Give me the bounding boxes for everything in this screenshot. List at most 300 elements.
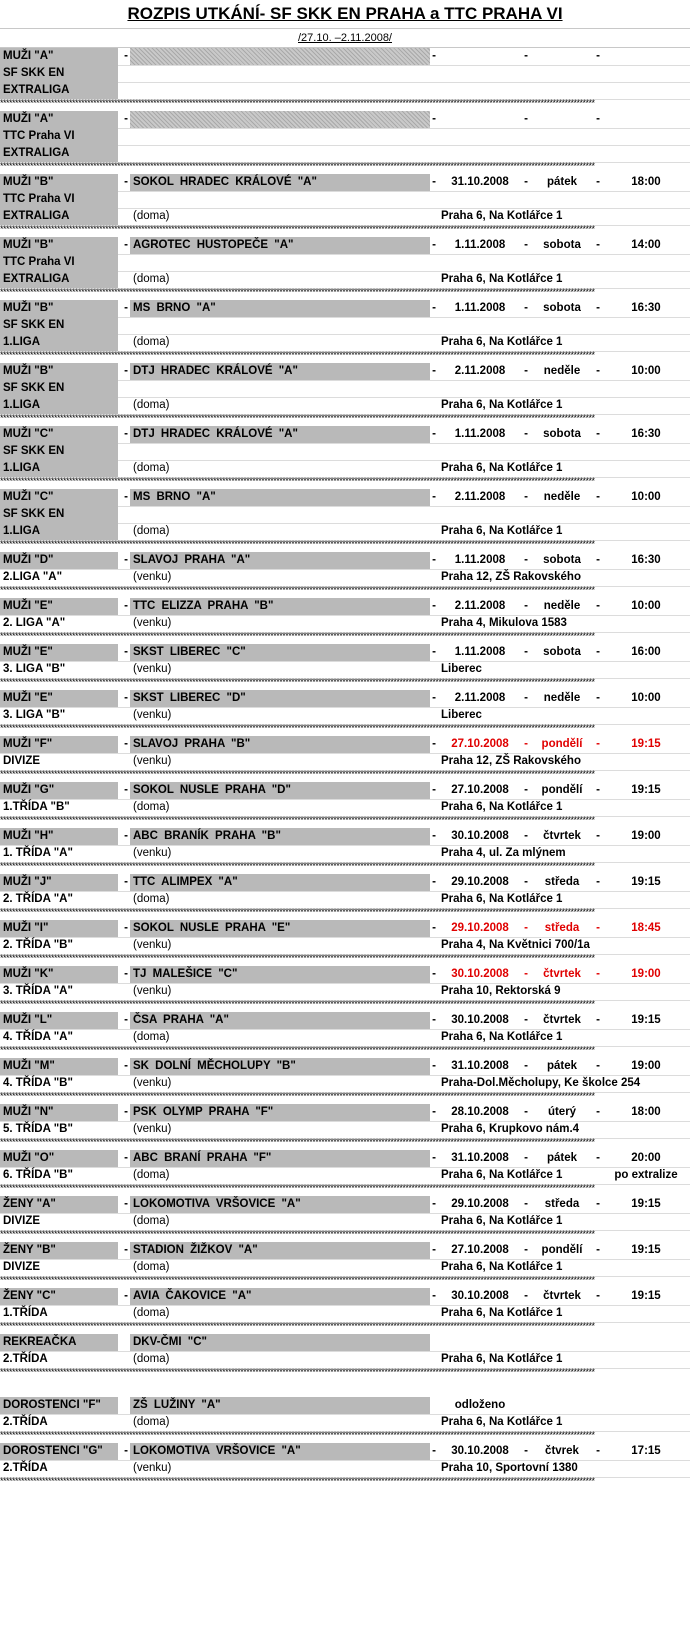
dash-separator: - (596, 692, 600, 704)
dash-separator: - (524, 554, 528, 566)
opponent-name: TTC ELIZZA PRAHA "B" (130, 598, 430, 615)
venue-note: (doma) (133, 399, 170, 411)
dash-separator: - (432, 365, 436, 377)
match-date: 1.11.2008 (454, 302, 506, 314)
match-row (0, 891, 690, 909)
dash-separator: - (524, 491, 528, 503)
dash-separator: - (432, 50, 436, 62)
dash-separator: - (432, 968, 436, 980)
dash-separator: - (432, 302, 436, 314)
match-day: sobota (543, 428, 581, 440)
venue-address: Praha 6, Na Kotlářce 1 (441, 462, 563, 474)
match-date: 29.10.2008 (451, 876, 509, 888)
match-date: 1.11.2008 (454, 239, 506, 251)
dash-separator: - (124, 113, 128, 125)
asterisk-separator: ****************************************************************************************************************************************************************************************************** (0, 414, 595, 422)
venue-address: Liberec (441, 709, 482, 721)
opponent-name (130, 48, 430, 65)
team-name: EXTRALIGA (0, 271, 118, 288)
match-row (0, 1213, 690, 1231)
team-name: DIVIZE (3, 755, 41, 767)
dash-separator: - (524, 1445, 528, 1457)
dash-separator: - (596, 176, 600, 188)
dash-separator: - (124, 830, 128, 842)
match-time (602, 1334, 690, 1351)
match-date: 28.10.2008 (451, 1106, 509, 1118)
match-time: 19:00 (631, 1060, 661, 1072)
team-name: 1.TŘÍDA (3, 1307, 48, 1319)
asterisk-separator: ****************************************************************************************************************************************************************************************************** (0, 816, 595, 824)
match-day: sobota (543, 239, 581, 251)
match-date: 31.10.2008 (451, 1152, 509, 1164)
match-row (0, 208, 690, 226)
team-name: MUŽI "J" (0, 874, 118, 891)
dash-separator: - (432, 830, 436, 842)
team-name: MUŽI "D" (0, 552, 118, 569)
match-block (0, 1242, 690, 1276)
dash-separator: - (432, 1198, 436, 1210)
match-row (0, 1121, 690, 1139)
dash-separator: - (524, 365, 528, 377)
dash-separator: - (124, 365, 128, 377)
dash-separator: - (524, 1152, 528, 1164)
team-name: MUŽI "F" (0, 736, 118, 753)
venue-note: (doma) (133, 801, 170, 813)
dash-separator: - (596, 113, 600, 125)
team-name: MUŽI "A" (0, 48, 118, 65)
match-date: 31.10.2008 (451, 1060, 509, 1072)
team-name: 3. TŘÍDA "A" (3, 985, 73, 997)
dash-separator: - (124, 876, 128, 888)
match-day: pondělí (541, 1244, 583, 1256)
match-day (530, 1397, 594, 1414)
dash-separator: - (432, 784, 436, 796)
match-row (0, 1397, 690, 1415)
match-block (0, 237, 690, 288)
team-name: 2.TŘÍDA (3, 1462, 48, 1474)
dash-separator: - (124, 554, 128, 566)
team-name: MUŽI "C" (0, 426, 118, 443)
match-row (0, 363, 690, 381)
team-name: 1.TŘÍDA "B" (3, 801, 70, 813)
dash-separator: - (596, 50, 600, 62)
team-name: MUŽI "E" (0, 644, 118, 661)
match-block (0, 1196, 690, 1230)
match-date (438, 48, 522, 65)
opponent-name: PSK OLYMP PRAHA "F" (130, 1104, 430, 1121)
team-name: ŽENY "A" (0, 1196, 118, 1213)
dash-separator: - (432, 692, 436, 704)
venue-address: Praha 4, Na Květnici 700/1a (441, 939, 590, 951)
venue-address: Praha 10, Rektorská 9 (441, 985, 561, 997)
match-time: 10:00 (631, 491, 661, 503)
team-name: MUŽI "O" (0, 1150, 118, 1167)
dash-separator: - (596, 830, 600, 842)
team-name: TTC Praha VI (0, 128, 118, 145)
match-date (438, 111, 522, 128)
match-time: 20:00 (631, 1152, 661, 1164)
match-date: 2.11.2008 (454, 600, 506, 612)
match-row (0, 569, 690, 587)
dash-separator: - (596, 428, 600, 440)
match-row (0, 1334, 690, 1352)
dash-separator: - (124, 1290, 128, 1302)
match-time: 16:30 (631, 302, 661, 314)
asterisk-separator: ****************************************************************************************************************************************************************************************************** (0, 1477, 595, 1485)
venue-note: (venku) (133, 1123, 172, 1135)
dash-separator: - (124, 692, 128, 704)
match-day: neděle (543, 600, 581, 612)
match-block (0, 1443, 690, 1477)
asterisk-separator: ****************************************************************************************************************************************************************************************************** (0, 1000, 595, 1008)
match-day: středa (544, 1198, 580, 1210)
venue-address: Praha 6, Na Kotlářce 1 (441, 1215, 563, 1227)
match-row (0, 828, 690, 846)
team-name: 3. LIGA "B" (3, 709, 66, 721)
match-row (0, 506, 690, 524)
dash-separator: - (124, 784, 128, 796)
venue-note: (doma) (133, 1416, 170, 1428)
dash-separator: - (596, 876, 600, 888)
match-day: sobota (543, 554, 581, 566)
match-day: čtvrtek (543, 1290, 581, 1302)
match-row (0, 598, 690, 616)
dash-separator: - (432, 876, 436, 888)
dash-separator: - (124, 646, 128, 658)
match-block (0, 1058, 690, 1092)
dash-separator: - (124, 1198, 128, 1210)
match-row (0, 1012, 690, 1030)
opponent-name: DTJ HRADEC KRÁLOVÉ "A" (130, 363, 430, 380)
match-block (0, 174, 690, 225)
venue-address: Praha 6, Na Kotlářce 1 (441, 399, 563, 411)
match-block (0, 1380, 690, 1431)
match-row (0, 397, 690, 415)
dash-separator: - (432, 491, 436, 503)
page-title (0, 0, 690, 28)
team-name: SF SKK EN (0, 65, 118, 82)
team-name: MUŽI "B" (0, 237, 118, 254)
dash-separator: - (432, 554, 436, 566)
asterisk-separator: ****************************************************************************************************************************************************************************************************** (0, 1322, 595, 1330)
asterisk-separator: ****************************************************************************************************************************************************************************************************** (0, 99, 595, 107)
venue-address: Praha 6, Na Kotlářce 1 (441, 210, 563, 222)
team-name: 1. TŘÍDA "A" (3, 847, 73, 859)
dash-separator: - (596, 1106, 600, 1118)
venue-address: Praha 10, Sportovní 1380 (441, 1462, 578, 1474)
match-date: 30.10.2008 (451, 968, 509, 980)
match-block (0, 598, 690, 632)
title-text: ROZPIS UTKÁNÍ- SF SKK EN PRAHA a TTC PRAHA VI (127, 4, 563, 23)
dash-separator: - (432, 1244, 436, 1256)
venue-note: (doma) (133, 462, 170, 474)
match-date: 2.11.2008 (454, 491, 506, 503)
dash-separator: - (432, 239, 436, 251)
match-day (530, 48, 594, 65)
match-day: sobota (543, 646, 581, 658)
opponent-name: SLAVOJ PRAHA "A" (130, 552, 430, 569)
team-name: 2. TŘÍDA "A" (3, 893, 73, 905)
venue-note: (venku) (133, 1462, 172, 1474)
match-date: 2.11.2008 (454, 365, 506, 377)
venue-address: Praha 4, ul. Za mlýnem (441, 847, 566, 859)
match-time: 18:00 (631, 1106, 661, 1118)
venue-address: Praha 6, Na Kotlářce 1 (441, 893, 563, 905)
venue-address: Liberec (441, 663, 482, 675)
asterisk-separator: ****************************************************************************************************************************************************************************************************** (0, 1092, 595, 1100)
match-row (0, 145, 690, 163)
dash-separator: - (596, 554, 600, 566)
dash-separator: - (524, 830, 528, 842)
team-name: DIVIZE (3, 1261, 41, 1273)
venue-address: Praha 6, Na Kotlářce 1 (441, 1169, 563, 1181)
dash-separator: - (524, 1244, 528, 1256)
dash-separator: - (596, 1198, 600, 1210)
venue-note: (venku) (133, 985, 172, 997)
team-name: 6. TŘÍDA "B" (3, 1169, 73, 1181)
match-day (530, 111, 594, 128)
match-day: neděle (543, 491, 581, 503)
team-name: REKREAČKA (0, 1334, 118, 1351)
match-row (0, 1351, 690, 1369)
venue-address: Praha 6, Na Kotlářce 1 (441, 525, 563, 537)
venue-address: Praha 6, Na Kotlářce 1 (441, 801, 563, 813)
match-row (0, 937, 690, 955)
match-row (0, 443, 690, 461)
match-time: 10:00 (631, 365, 661, 377)
dash-separator: - (596, 922, 600, 934)
match-date: 29.10.2008 (451, 922, 509, 934)
asterisk-separator: ****************************************************************************************************************************************************************************************************** (0, 770, 595, 778)
match-time: 19:15 (631, 1290, 661, 1302)
match-row (0, 736, 690, 754)
match-time (602, 48, 690, 65)
match-row (0, 1150, 690, 1168)
match-block (0, 489, 690, 540)
match-time: 19:00 (631, 968, 661, 980)
dash-separator: - (524, 1014, 528, 1026)
asterisk-separator: ****************************************************************************************************************************************************************************************************** (0, 1368, 595, 1376)
match-day: čtvrek (545, 1445, 579, 1457)
match-date: 30.10.2008 (451, 1014, 509, 1026)
match-day: středa (544, 876, 580, 888)
dash-separator: - (596, 1152, 600, 1164)
match-row (0, 1414, 690, 1432)
match-time: 17:15 (631, 1445, 661, 1457)
asterisk-separator: ****************************************************************************************************************************************************************************************************** (0, 862, 595, 870)
dash-separator: - (432, 1152, 436, 1164)
dash-separator: - (124, 922, 128, 934)
match-time: 18:45 (631, 922, 661, 934)
dash-separator: - (432, 176, 436, 188)
dash-separator: - (524, 876, 528, 888)
venue-note: (doma) (133, 1261, 170, 1273)
match-time: 16:30 (631, 428, 661, 440)
venue-note: (venku) (133, 709, 172, 721)
venue-note: (venku) (133, 847, 172, 859)
match-day: pátek (546, 1060, 578, 1072)
opponent-name: SKST LIBEREC "D" (130, 690, 430, 707)
match-time: 10:00 (631, 600, 661, 612)
venue-note: (doma) (133, 893, 170, 905)
asterisk-separator: ****************************************************************************************************************************************************************************************************** (0, 954, 595, 962)
dash-separator: - (124, 968, 128, 980)
match-date: 1.11.2008 (454, 428, 506, 440)
dash-separator: - (524, 1060, 528, 1072)
opponent-name: DTJ HRADEC KRÁLOVÉ "A" (130, 426, 430, 443)
venue-address: Praha 4, Mikulova 1583 (441, 617, 567, 629)
match-row (0, 300, 690, 318)
match-day: neděle (543, 692, 581, 704)
match-row (0, 254, 690, 272)
opponent-name: ZŠ LUŽINY "A" (130, 1397, 430, 1414)
match-row (0, 1259, 690, 1277)
dash-separator: - (596, 600, 600, 612)
dash-separator: - (524, 784, 528, 796)
opponent-name: DKV-ČMI "C" (130, 1334, 430, 1351)
opponent-name: SOKOL NUSLE PRAHA "E" (130, 920, 430, 937)
match-row (0, 1075, 690, 1093)
asterisk-separator: ****************************************************************************************************************************************************************************************************** (0, 632, 595, 640)
match-date: odloženo (454, 1399, 506, 1411)
dash-separator: - (524, 922, 528, 934)
asterisk-separator: ****************************************************************************************************************************************************************************************************** (0, 351, 595, 359)
match-row (0, 460, 690, 478)
dash-separator: - (432, 646, 436, 658)
team-name: 4. TŘÍDA "A" (3, 1031, 73, 1043)
opponent-name: AVIA ČAKOVICE "A" (130, 1288, 430, 1305)
asterisk-separator: ****************************************************************************************************************************************************************************************************** (0, 540, 595, 548)
asterisk-separator: ****************************************************************************************************************************************************************************************************** (0, 678, 595, 686)
team-name: 4. TŘÍDA "B" (3, 1077, 73, 1089)
match-time: 19:00 (631, 830, 661, 842)
match-row (0, 920, 690, 938)
dash-separator: - (596, 784, 600, 796)
dash-separator: - (432, 922, 436, 934)
venue-address: Praha 12, ZŠ Rakovského (441, 755, 581, 767)
asterisk-separator: ****************************************************************************************************************************************************************************************************** (0, 724, 595, 732)
dash-separator: - (124, 239, 128, 251)
asterisk-separator: ****************************************************************************************************************************************************************************************************** (0, 1184, 595, 1192)
venue-address: Praha 6, Na Kotlářce 1 (441, 1031, 563, 1043)
dash-separator: - (596, 239, 600, 251)
date-range (0, 28, 690, 48)
team-name: 1.LIGA (0, 334, 118, 351)
dash-separator: - (524, 176, 528, 188)
match-block (0, 874, 690, 908)
team-name: MUŽI "B" (0, 363, 118, 380)
team-name: 2.LIGA "A" (3, 571, 63, 583)
team-name: 1.LIGA (0, 523, 118, 540)
team-name: TTC Praha VI (0, 254, 118, 271)
dash-separator: - (524, 1198, 528, 1210)
opponent-name: MS BRNO "A" (130, 300, 430, 317)
dash-separator: - (124, 50, 128, 62)
match-date: 27.10.2008 (451, 1244, 509, 1256)
match-row (0, 799, 690, 817)
opponent-name: ČSA PRAHA "A" (130, 1012, 430, 1029)
dash-separator: - (124, 738, 128, 750)
time-note: po extralize (614, 1169, 678, 1181)
dash-separator: - (124, 176, 128, 188)
team-name: MUŽI "K" (0, 966, 118, 983)
venue-note: (doma) (133, 1031, 170, 1043)
venue-address: Praha 6, Na Kotlářce 1 (441, 1353, 563, 1365)
asterisk-separator: ****************************************************************************************************************************************************************************************************** (0, 1046, 595, 1054)
venue-note: (venku) (133, 663, 172, 675)
match-day (530, 1334, 594, 1351)
opponent-name: TTC ALIMPEX "A" (130, 874, 430, 891)
team-name: MUŽI "M" (0, 1058, 118, 1075)
match-row (0, 1104, 690, 1122)
match-block (0, 1334, 690, 1368)
match-time: 16:00 (631, 646, 661, 658)
team-name: 3. LIGA "B" (3, 663, 66, 675)
match-block (0, 736, 690, 770)
opponent-name: LOKOMOTIVA VRŠOVICE "A" (130, 1196, 430, 1213)
team-name: DIVIZE (3, 1215, 41, 1227)
match-row (0, 65, 690, 83)
match-time: 19:15 (631, 1014, 661, 1026)
match-block (0, 920, 690, 954)
match-day: čtvrtek (543, 1014, 581, 1026)
dash-separator: - (432, 113, 436, 125)
opponent-name: LOKOMOTIVA VRŠOVICE "A" (130, 1443, 430, 1460)
opponent-name: SKST LIBEREC "C" (130, 644, 430, 661)
asterisk-separator: ****************************************************************************************************************************************************************************************************** (0, 225, 595, 233)
match-time: 19:15 (631, 738, 661, 750)
team-name: MUŽI "H" (0, 828, 118, 845)
venue-address: Praha 6, Na Kotlářce 1 (441, 273, 563, 285)
venue-address: Praha 6, Na Kotlářce 1 (441, 1261, 563, 1273)
dash-separator: - (524, 692, 528, 704)
match-block (0, 48, 690, 99)
match-block (0, 111, 690, 162)
dash-separator: - (432, 738, 436, 750)
match-time (602, 111, 690, 128)
match-row (0, 82, 690, 100)
dash-separator: - (596, 646, 600, 658)
team-name: MUŽI "N" (0, 1104, 118, 1121)
dash-separator: - (524, 50, 528, 62)
dash-separator: - (596, 738, 600, 750)
match-row (0, 426, 690, 444)
team-name: SF SKK EN (0, 317, 118, 334)
team-name: 2.TŘÍDA (3, 1416, 48, 1428)
dash-separator: - (596, 1445, 600, 1457)
dash-separator: - (524, 646, 528, 658)
dash-separator: - (124, 1014, 128, 1026)
venue-address: Praha 6, Na Kotlářce 1 (441, 1416, 563, 1428)
match-row (0, 334, 690, 352)
match-row (0, 644, 690, 662)
team-name: SF SKK EN (0, 380, 118, 397)
team-name: DOROSTENCI "F" (0, 1397, 118, 1414)
match-row (0, 489, 690, 507)
dash-separator: - (432, 1060, 436, 1072)
team-name: EXTRALIGA (0, 145, 118, 162)
match-date: 1.11.2008 (454, 554, 506, 566)
match-block (0, 1288, 690, 1322)
venue-note: (venku) (133, 571, 172, 583)
match-date: 29.10.2008 (451, 1198, 509, 1210)
asterisk-separator: ****************************************************************************************************************************************************************************************************** (0, 908, 595, 916)
team-name: 2. TŘÍDA "B" (3, 939, 73, 951)
dash-separator: - (524, 113, 528, 125)
team-name: MUŽI "B" (0, 174, 118, 191)
dash-separator: - (124, 1106, 128, 1118)
match-date: 2.11.2008 (454, 692, 506, 704)
